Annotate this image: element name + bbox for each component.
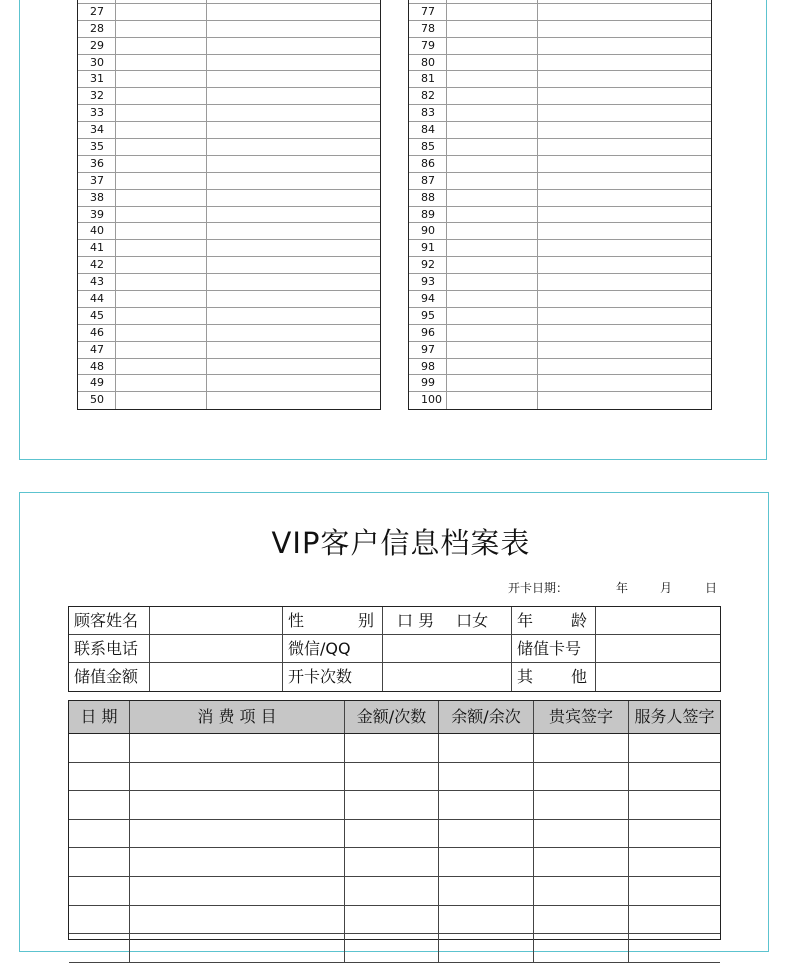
customer-info-table: [68, 606, 721, 692]
ledger-cell[interactable]: [207, 223, 380, 239]
ledger-cell[interactable]: [116, 291, 207, 307]
ledger-cell[interactable]: [207, 392, 380, 409]
ledger-row: [409, 139, 711, 156]
ledger-cell[interactable]: [207, 105, 380, 121]
ledger-table-right: [408, 0, 712, 410]
ledger-cell[interactable]: [538, 325, 711, 341]
ledger-row: [78, 308, 380, 325]
ledger-cell[interactable]: [538, 122, 711, 138]
date-label: 开卡日期：: [508, 581, 569, 595]
table-cell[interactable]: [439, 820, 534, 848]
card-number-field[interactable]: [596, 635, 720, 662]
ledger-row: [78, 173, 380, 190]
ledger-cell[interactable]: [207, 122, 380, 138]
ledger-cell[interactable]: [207, 55, 380, 71]
ledger-cell[interactable]: [116, 274, 207, 290]
ledger-row: [409, 55, 711, 72]
ledger-cell[interactable]: [447, 240, 538, 256]
ledger-row: [409, 173, 711, 190]
table-cell[interactable]: [130, 877, 345, 905]
ledger-row: [78, 240, 380, 257]
ledger-cell[interactable]: [116, 342, 207, 358]
ledger-row: [78, 223, 380, 240]
ledger-cell[interactable]: [447, 291, 538, 307]
ledger-cell[interactable]: [538, 0, 711, 3]
age-field[interactable]: [596, 607, 720, 634]
row-number: 38: [78, 190, 116, 206]
ledger-cell[interactable]: [538, 139, 711, 155]
wechat-qq-field[interactable]: [383, 635, 512, 662]
ledger-cell[interactable]: [538, 105, 711, 121]
info-row: [69, 607, 720, 635]
table-cell[interactable]: [345, 934, 439, 962]
col-staff-signature: 服务人签字: [634, 707, 715, 726]
ledger-cell[interactable]: [538, 392, 711, 409]
row-number: 37: [78, 173, 116, 189]
female-checkbox[interactable]: 口女: [456, 611, 489, 630]
table-cell[interactable]: [69, 734, 130, 762]
table-cell[interactable]: [629, 906, 720, 934]
row-number: 83: [409, 105, 447, 121]
ledger-cell[interactable]: [538, 190, 711, 206]
row-number: 78: [409, 21, 447, 37]
ledger-cell[interactable]: [207, 207, 380, 223]
row-number: 89: [409, 207, 447, 223]
table-cell[interactable]: [534, 906, 629, 934]
ledger-row: [409, 359, 711, 376]
table-cell[interactable]: [345, 763, 439, 791]
card-count-field[interactable]: [383, 663, 512, 691]
ledger-cell[interactable]: [538, 38, 711, 54]
table-cell[interactable]: [439, 791, 534, 819]
table-cell[interactable]: [439, 877, 534, 905]
ledger-row: [78, 392, 380, 409]
ledger-cell[interactable]: [207, 71, 380, 87]
ledger-cell[interactable]: [207, 139, 380, 155]
table-cell[interactable]: [69, 848, 130, 876]
table-row: [69, 734, 720, 763]
date-month: 月: [660, 581, 673, 595]
ledger-row: [409, 325, 711, 342]
age-label: 年 龄: [512, 607, 596, 634]
vip-form-panel: [19, 492, 769, 952]
table-cell[interactable]: [439, 906, 534, 934]
row-number: 88: [409, 190, 447, 206]
table-cell[interactable]: [130, 734, 345, 762]
ledger-cell[interactable]: [116, 359, 207, 375]
table-cell[interactable]: [439, 934, 534, 962]
ledger-cell[interactable]: [116, 257, 207, 273]
ledger-cell[interactable]: [538, 207, 711, 223]
ledger-row: [409, 240, 711, 257]
ledger-cell[interactable]: [116, 105, 207, 121]
table-cell[interactable]: [629, 734, 720, 762]
ledger-cell[interactable]: [207, 21, 380, 37]
table-cell[interactable]: [130, 820, 345, 848]
ledger-row: [78, 190, 380, 207]
table-row: [69, 934, 720, 963]
ledger-row: [409, 257, 711, 274]
table-cell[interactable]: [534, 791, 629, 819]
ledger-cell[interactable]: [116, 55, 207, 71]
table-row: [69, 848, 720, 877]
row-number: 92: [409, 257, 447, 273]
ledger-cell[interactable]: [538, 291, 711, 307]
ledger-cell[interactable]: [447, 257, 538, 273]
table-cell[interactable]: [130, 848, 345, 876]
ledger-cell[interactable]: [447, 4, 538, 20]
ledger-row: [78, 21, 380, 38]
row-number: 77: [409, 4, 447, 20]
ledger-cell[interactable]: [447, 105, 538, 121]
table-cell[interactable]: [345, 734, 439, 762]
table-row: [69, 820, 720, 849]
stored-amount-label: 储值金额: [69, 663, 150, 691]
table-cell[interactable]: [629, 763, 720, 791]
ledger-row: [409, 375, 711, 392]
ledger-row: [409, 71, 711, 88]
row-number: 43: [78, 274, 116, 290]
table-cell[interactable]: [534, 820, 629, 848]
ledger-row: [409, 88, 711, 105]
ledger-cell[interactable]: [116, 71, 207, 87]
ledger-cell[interactable]: [538, 223, 711, 239]
ledger-cell[interactable]: [207, 4, 380, 20]
table-row: [69, 877, 720, 906]
table-cell[interactable]: [629, 934, 720, 962]
table-cell[interactable]: [69, 763, 130, 791]
ledger-cell[interactable]: [207, 342, 380, 358]
ledger-cell[interactable]: [538, 55, 711, 71]
ledger-cell[interactable]: [447, 190, 538, 206]
row-number: 99: [409, 375, 447, 391]
row-number: 30: [78, 55, 116, 71]
table-cell[interactable]: [345, 791, 439, 819]
table-row: [69, 763, 720, 792]
table-cell[interactable]: [69, 791, 130, 819]
ledger-row: [409, 190, 711, 207]
consumption-table-header: [69, 701, 720, 734]
row-number: 82: [409, 88, 447, 104]
row-number: 48: [78, 359, 116, 375]
table-cell[interactable]: [629, 791, 720, 819]
ledger-row: [78, 291, 380, 308]
ledger-cell[interactable]: [207, 375, 380, 391]
ledger-row: [78, 342, 380, 359]
male-checkbox[interactable]: 口 男: [397, 611, 435, 630]
ledger-cell[interactable]: [207, 173, 380, 189]
ledger-cell[interactable]: [116, 240, 207, 256]
phone-label: 联系电话: [69, 635, 150, 662]
ledger-cell[interactable]: [207, 359, 380, 375]
ledger-row: [409, 342, 711, 359]
row-number: 90: [409, 223, 447, 239]
table-cell[interactable]: [629, 820, 720, 848]
table-cell[interactable]: [130, 763, 345, 791]
ledger-row: [78, 375, 380, 392]
ledger-row: [78, 88, 380, 105]
wechat-qq-label: 微信/QQ: [283, 635, 383, 662]
ledger-cell[interactable]: [447, 0, 538, 3]
gender-options[interactable]: [383, 607, 512, 634]
ledger-cell[interactable]: [447, 342, 538, 358]
info-row: [69, 635, 720, 663]
ledger-cell[interactable]: [116, 392, 207, 409]
table-cell[interactable]: [439, 763, 534, 791]
other-label: 其 他: [512, 663, 596, 691]
ledger-cell[interactable]: [116, 173, 207, 189]
row-number: 96: [409, 325, 447, 341]
row-number: 98: [409, 359, 447, 375]
row-number: [78, 0, 116, 3]
table-cell[interactable]: [534, 734, 629, 762]
table-cell[interactable]: [439, 734, 534, 762]
ledger-row: [78, 139, 380, 156]
stored-amount-field[interactable]: [150, 663, 283, 691]
ledger-row: [78, 274, 380, 291]
ledger-cell[interactable]: [538, 156, 711, 172]
col-amount: 金额/次数: [345, 701, 439, 733]
table-cell[interactable]: [629, 877, 720, 905]
row-number: 81: [409, 71, 447, 87]
ledger-cell[interactable]: [207, 190, 380, 206]
date-year: 年: [616, 581, 629, 595]
ledger-cell[interactable]: [538, 257, 711, 273]
ledger-cell[interactable]: [116, 156, 207, 172]
ledger-cell[interactable]: [207, 291, 380, 307]
ledger-row: [409, 21, 711, 38]
row-number: 86: [409, 156, 447, 172]
ledger-panel: [19, 0, 767, 460]
ledger-row: [409, 38, 711, 55]
table-cell[interactable]: [69, 877, 130, 905]
ledger-row: [78, 55, 380, 72]
ledger-cell[interactable]: [116, 139, 207, 155]
row-number: 79: [409, 38, 447, 54]
ledger-cell[interactable]: [447, 21, 538, 37]
ledger-cell[interactable]: [447, 325, 538, 341]
customer-name-label: 顾客姓名: [69, 607, 150, 634]
ledger-cell[interactable]: [207, 38, 380, 54]
table-row: [69, 791, 720, 820]
table-cell[interactable]: [534, 848, 629, 876]
ledger-table-left: [77, 0, 381, 410]
ledger-cell[interactable]: [207, 240, 380, 256]
table-cell[interactable]: [130, 934, 345, 962]
ledger-row: [78, 359, 380, 376]
ledger-cell[interactable]: [207, 156, 380, 172]
ledger-cell[interactable]: [447, 38, 538, 54]
card-count-label: 开卡次数: [283, 663, 383, 691]
ledger-cell[interactable]: [447, 122, 538, 138]
ledger-cell[interactable]: [447, 223, 538, 239]
row-number: 36: [78, 156, 116, 172]
ledger-cell[interactable]: [207, 88, 380, 104]
row-number: 44: [78, 291, 116, 307]
row-number: 46: [78, 325, 116, 341]
ledger-cell[interactable]: [116, 308, 207, 324]
ledger-cell[interactable]: [538, 173, 711, 189]
ledger-row: [78, 325, 380, 342]
ledger-cell[interactable]: [538, 240, 711, 256]
table-cell[interactable]: [345, 820, 439, 848]
col-item: 消 费 项 目: [130, 701, 345, 733]
form-title: VIP客户信息档案表: [271, 526, 531, 560]
ledger-cell[interactable]: [116, 4, 207, 20]
ledger-cell[interactable]: [538, 375, 711, 391]
ledger-cell[interactable]: [207, 308, 380, 324]
ledger-cell[interactable]: [447, 156, 538, 172]
row-number: 50: [78, 392, 116, 409]
gender-label: 性 别: [283, 607, 383, 634]
ledger-row: [78, 207, 380, 224]
row-number: 39: [78, 207, 116, 223]
ledger-row: [78, 122, 380, 139]
row-number: 80: [409, 55, 447, 71]
table-cell[interactable]: [534, 934, 629, 962]
row-number: 27: [78, 4, 116, 20]
row-number: 94: [409, 291, 447, 307]
table-cell[interactable]: [130, 791, 345, 819]
ledger-row: [78, 156, 380, 173]
row-number: 100: [409, 392, 447, 409]
col-date: 日 期: [69, 701, 130, 733]
ledger-cell[interactable]: [538, 4, 711, 20]
ledger-row: [78, 71, 380, 88]
ledger-cell[interactable]: [116, 38, 207, 54]
ledger-cell[interactable]: [538, 359, 711, 375]
row-number: 33: [78, 105, 116, 121]
ledger-row: [78, 105, 380, 122]
table-cell[interactable]: [629, 848, 720, 876]
ledger-cell[interactable]: [447, 173, 538, 189]
row-number: 95: [409, 308, 447, 324]
ledger-cell[interactable]: [116, 223, 207, 239]
ledger-cell[interactable]: [207, 274, 380, 290]
ledger-row: [409, 105, 711, 122]
ledger-cell[interactable]: [116, 0, 207, 3]
ledger-row: [409, 308, 711, 325]
ledger-cell[interactable]: [116, 207, 207, 223]
table-cell[interactable]: [69, 906, 130, 934]
ledger-cell[interactable]: [538, 342, 711, 358]
table-cell[interactable]: [69, 934, 130, 962]
ledger-cell[interactable]: [447, 71, 538, 87]
row-number: 29: [78, 38, 116, 54]
row-number: 97: [409, 342, 447, 358]
ledger-row: [409, 274, 711, 291]
row-number: [409, 0, 447, 3]
ledger-row: [409, 122, 711, 139]
row-number: 42: [78, 257, 116, 273]
ledger-cell[interactable]: [447, 207, 538, 223]
ledger-row: [409, 291, 711, 308]
customer-name-field[interactable]: [150, 607, 283, 634]
ledger-cell[interactable]: [116, 122, 207, 138]
ledger-cell[interactable]: [207, 325, 380, 341]
ledger-cell[interactable]: [116, 375, 207, 391]
table-cell[interactable]: [439, 848, 534, 876]
ledger-cell[interactable]: [538, 274, 711, 290]
table-cell[interactable]: [345, 906, 439, 934]
phone-field[interactable]: [150, 635, 283, 662]
row-number: 40: [78, 223, 116, 239]
ledger-cell[interactable]: [538, 88, 711, 104]
card-number-label: 储值卡号: [512, 635, 596, 662]
ledger-cell[interactable]: [447, 308, 538, 324]
ledger-cell[interactable]: [447, 274, 538, 290]
ledger-row: [409, 392, 711, 409]
ledger-row: [409, 4, 711, 21]
ledger-cell[interactable]: [447, 359, 538, 375]
ledger-cell[interactable]: [538, 71, 711, 87]
ledger-cell[interactable]: [116, 21, 207, 37]
table-cell[interactable]: [534, 877, 629, 905]
ledger-cell[interactable]: [116, 88, 207, 104]
ledger-row: [78, 4, 380, 21]
row-number: 84: [409, 122, 447, 138]
row-number: 32: [78, 88, 116, 104]
col-balance: 余额/余次: [439, 701, 534, 733]
table-cell[interactable]: [69, 820, 130, 848]
table-row: [69, 906, 720, 935]
ledger-cell[interactable]: [447, 139, 538, 155]
row-number: 47: [78, 342, 116, 358]
ledger-cell[interactable]: [538, 21, 711, 37]
col-vip-signature: 贵宾签字: [534, 701, 629, 733]
ledger-row: [409, 156, 711, 173]
date-day: 日: [705, 581, 718, 595]
ledger-row: [409, 207, 711, 224]
ledger-cell[interactable]: [447, 375, 538, 391]
ledger-row: [78, 257, 380, 274]
ledger-row: [409, 223, 711, 240]
ledger-cell[interactable]: [207, 257, 380, 273]
row-number: 41: [78, 240, 116, 256]
row-number: 45: [78, 308, 116, 324]
row-number: 35: [78, 139, 116, 155]
row-number: 28: [78, 21, 116, 37]
table-cell[interactable]: [534, 763, 629, 791]
ledger-row: [78, 38, 380, 55]
row-number: 49: [78, 375, 116, 391]
row-number: 91: [409, 240, 447, 256]
ledger-cell[interactable]: [447, 392, 538, 409]
row-number: 85: [409, 139, 447, 155]
row-number: 31: [78, 71, 116, 87]
ledger-cell[interactable]: [207, 0, 380, 3]
other-field[interactable]: [596, 663, 720, 691]
row-number: 87: [409, 173, 447, 189]
consumption-table: [68, 700, 721, 940]
table-cell[interactable]: [345, 848, 439, 876]
ledger-cell[interactable]: [116, 190, 207, 206]
ledger-cell[interactable]: [447, 55, 538, 71]
ledger-cell[interactable]: [538, 308, 711, 324]
ledger-cell[interactable]: [447, 88, 538, 104]
row-number: 93: [409, 274, 447, 290]
info-row: [69, 663, 720, 691]
row-number: 34: [78, 122, 116, 138]
table-cell[interactable]: [345, 877, 439, 905]
table-cell[interactable]: [130, 906, 345, 934]
ledger-cell[interactable]: [116, 325, 207, 341]
